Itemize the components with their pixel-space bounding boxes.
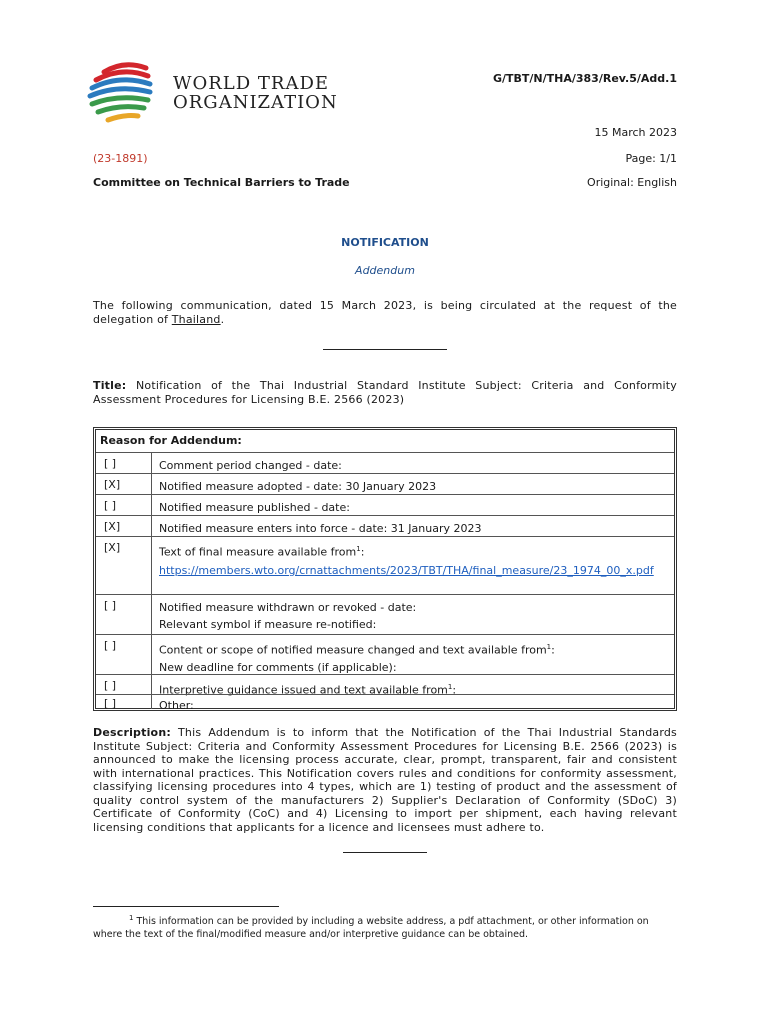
table-row — [96, 515, 674, 537]
document-symbol: G/TBT/N/THA/383/Rev.5/Add.1 — [492, 72, 677, 85]
member-name: Thailand — [171, 313, 221, 326]
end-divider — [343, 852, 427, 853]
table-row — [96, 694, 674, 712]
row-text: Comment period changed - date: — [159, 459, 342, 472]
row-text: Notified measure published - date: — [159, 501, 350, 514]
committee-name: Committee on Technical Barriers to Trade — [93, 176, 350, 189]
footnote-ref: 1 — [356, 545, 361, 553]
row-checkbox: [ ] — [96, 453, 152, 474]
row-text: Notified measure adopted - date: 30 January 2023 — [159, 480, 437, 493]
reason-table-header: Reason for Addendum: — [100, 434, 242, 447]
row-checkbox: [X] — [96, 537, 152, 595]
description-paragraph — [93, 726, 677, 834]
org-name-line2: ORGANIZATION — [173, 92, 338, 113]
row-checkbox: [ ] — [96, 695, 152, 709]
table-row — [96, 674, 674, 695]
title-text: Notification of the Thai Industrial Standard Institute Subject: Criteria and Conformity Assessment Procedures for Licensing B.E. 2566 (2023) — [93, 379, 677, 406]
table-row — [96, 473, 674, 495]
final-measure-link[interactable]: https://members.wto.org/crnattachments/2023/TBT/THA/final_measure/23_1974_00_x.pdf — [159, 563, 654, 577]
footnote-rule — [93, 906, 279, 907]
section-divider — [323, 349, 447, 350]
notification-heading: NOTIFICATION — [341, 236, 429, 249]
row-checkbox: [ ] — [96, 595, 152, 635]
footnote — [93, 912, 677, 941]
intro-paragraph — [93, 299, 677, 327]
row-checkbox: [X] — [96, 474, 152, 495]
org-name-line1: WORLD TRADE — [173, 73, 330, 94]
table-row — [96, 494, 674, 516]
description-label: Description: — [93, 726, 171, 739]
row-text: Other: — [159, 699, 194, 712]
row-text: Notified measure enters into force - date: 31 January 2023 — [159, 522, 482, 535]
table-row — [96, 452, 674, 474]
row-checkbox: [ ] — [96, 675, 152, 695]
row-text — [159, 541, 669, 578]
row-text — [159, 639, 669, 676]
table-row — [96, 536, 674, 595]
wto-logo-icon — [84, 58, 164, 130]
row-text-main: Content or scope of notified measure changed and text available from — [159, 643, 547, 657]
description-text: This Addendum is to inform that the Notification of the Thai Industrial Standards Institute Subject: Criteria and Conformity Assessment Procedures for Licensing B.E. 2566 (2023) is announced to make the licensing process accurate, clear, prompt, transparent, fair and consistent with international practices. This Notification covers rules and conditions for conformity assessment, classifying licensing procedures into 4 types, which are 1) testing of product and the assessment of quality control system of the manufacturers 2) Supplier's Declaration of Conformity (SDoC) 3) Certificate of Conformity (CoC) and 4) Licensing to import per shipment, each having relevant licensing conditions that applicants for a licence and licensees must adhere to. — [93, 726, 677, 834]
reference-number: (23-1891) — [93, 152, 148, 165]
measure-title — [93, 379, 677, 407]
row-text-main: Interpretive guidance issued and text available from — [159, 683, 448, 697]
intro-text: The following communication, dated 15 March 2023, is being circulated at the request of the delegation of — [93, 299, 677, 326]
addendum-subheading: Addendum — [355, 264, 415, 277]
footnote-ref: 1 — [546, 643, 552, 651]
row-text-tail: : — [452, 683, 457, 697]
row-text-line2: New deadline for comments (if applicable): — [159, 660, 397, 674]
table-row — [96, 594, 674, 635]
row-text-tail: : — [551, 643, 555, 657]
row-checkbox: [X] — [96, 516, 152, 537]
row-checkbox: [ ] — [96, 635, 152, 675]
title-label: Title: — [93, 379, 127, 392]
reason-table — [93, 427, 677, 711]
footnote-text: This information can be provided by including a website address, a pdf attachment, or other information on where the text of the final/modified measure and/or interpretive guidance can be obtained. — [93, 916, 649, 941]
row-text-line2: Relevant symbol if measure re-notified: — [159, 618, 377, 631]
table-row — [96, 634, 674, 675]
original-language: Original: English — [587, 176, 677, 189]
intro-suffix: . — [220, 313, 225, 326]
row-checkbox: [ ] — [96, 495, 152, 516]
footnote-ref: 1 — [447, 683, 453, 691]
row-text-tail: : — [360, 545, 365, 559]
row-text-line1: Notified measure withdrawn or revoked - date: — [159, 601, 417, 614]
document-date: 15 March 2023 — [594, 126, 677, 139]
page-indicator: Page: 1/1 — [625, 152, 677, 165]
row-text-main: Text of final measure available from — [159, 545, 357, 559]
row-text — [159, 599, 669, 633]
footnote-number: 1 — [129, 914, 134, 922]
